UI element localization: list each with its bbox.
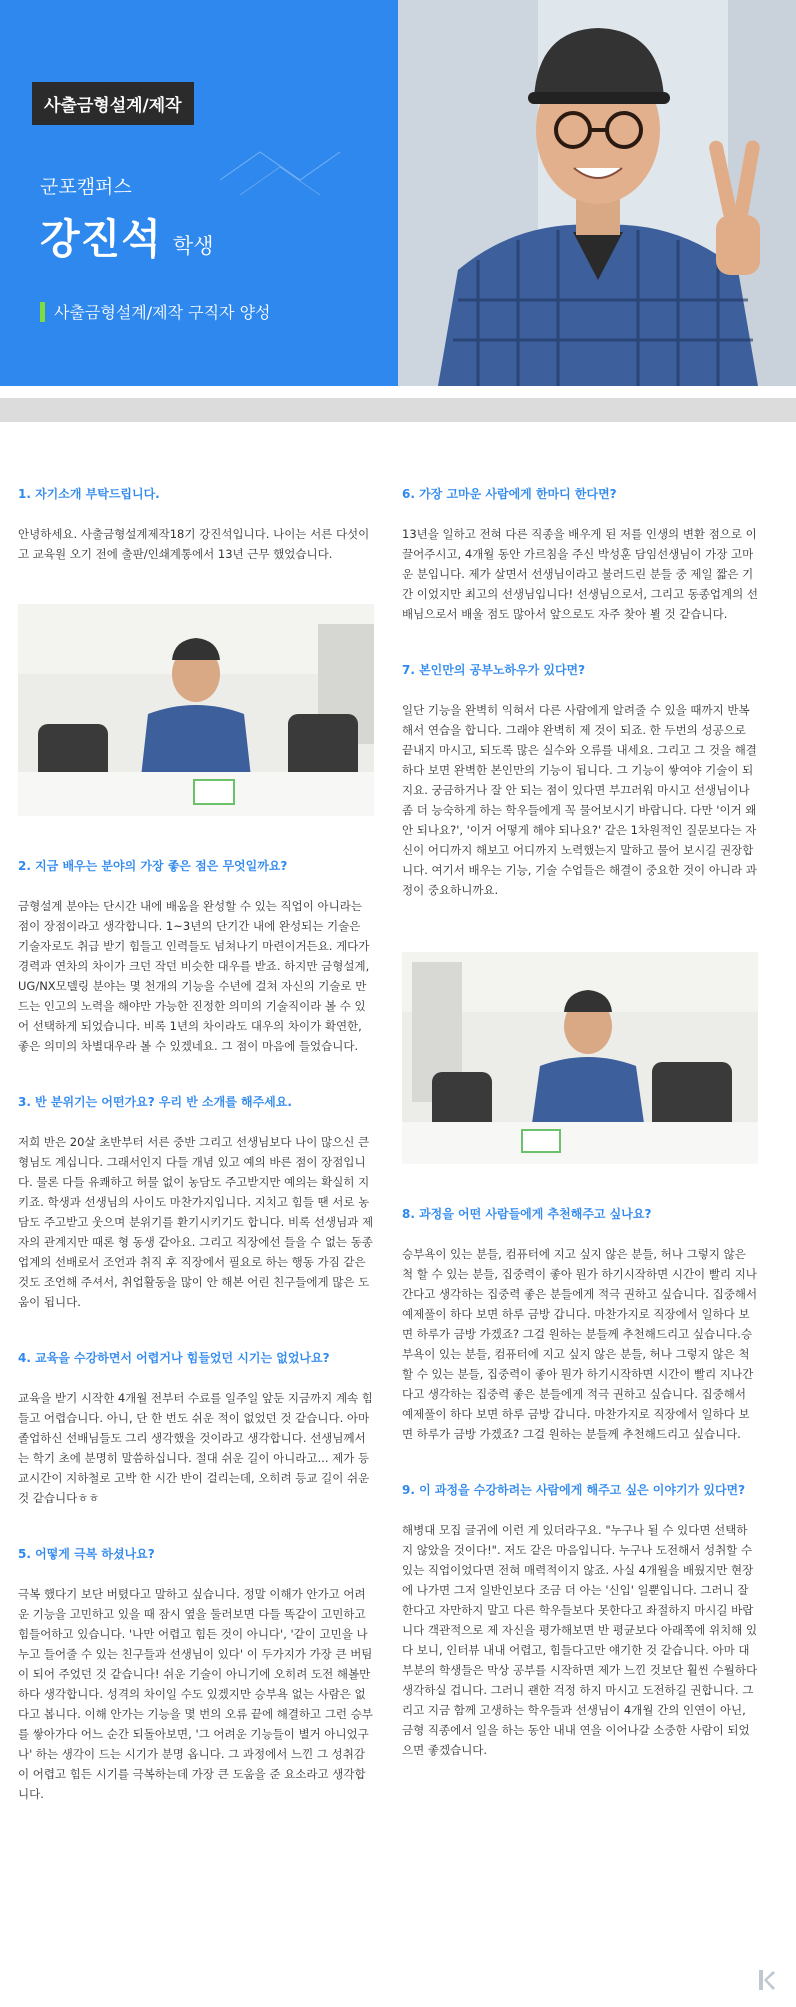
question-9: 9. 이 과정을 수강하려는 사람에게 해주고 싶은 이야기가 있다면? [402,1483,746,1497]
hero-deco-lines [210,140,350,210]
answer-2: 금형설계 분야는 단시간 내에 배움을 완성할 수 있는 직업이 아니라는 점이 장점이라고 생각합니다. 1~3년의 단기간 내에 완성되는 기술은 기술자로도 취급 받기 힘들고 인력들도 넘쳐나기 마련이거든요. 게다가 경력과 연차의 차이가 크던 작던 비슷한 대우를 받죠. 하지만 금형설계, UG/NX모델링 분야는 몇 천개의 기능을 수년에 걸쳐 자신의 기술로 만드는 인고의 노력을 해야만 가능한 진정한 의미의 기술직이라 볼 수 있어 선택하게 되었습니다. 비록 1년의 차이라도 대우의 차이가 확연한, 좋은 의미의 차별대우라 볼 수 있겠네요. 그 점이 마음에 들었습니다. [18,899,370,1053]
divider-band [0,398,796,422]
question-1: 1. 자기소개 부탁드립니다. [18,487,160,501]
question-8: 8. 과정을 어떤 사람들에게 추천해주고 싶나요? [402,1207,652,1221]
brand-logo-icon [758,1969,776,1991]
question-3: 3. 반 분위기는 어떤가요? 우리 반 소개를 해주세요. [18,1095,292,1109]
program-marker [40,302,45,322]
right-column [402,484,758,1796]
interview-photo-1 [18,604,374,816]
student-role: 학생 [172,234,214,258]
question-5: 5. 어떻게 극복 하셨나요? [18,1547,155,1561]
left-column [18,484,374,1840]
student-name-row [40,206,214,265]
question-6: 6. 가장 고마운 사람에게 한마디 한다면? [402,487,617,501]
answer-6: 13년을 일하고 전혀 다른 직종을 배우게 된 저를 인생의 변환 점으로 이끌어주시고, 4개월 동안 가르침을 주신 박성훈 담임선생님이 가장 고마운 분입니다. 제가 살면서 선생님이라고 불러드린 분들 중 제일 짧은 기간 이었지만 최고의 선생님입니다! 선생님으로서, 그리고 동종업계의 선배님으로서 배울 점도 많아서 앞으로도 자주 찾아 뵐 것 같습니다. [402,527,759,621]
answer-1: 안녕하세요. 사출금형설계제작18기 강진석입니다. 나이는 서른 다섯이고 교육원 오기 전에 출판/인쇄계통에서 13년 근무 했었습니다. [18,527,370,561]
question-4: 4. 교육을 수강하면서 어렵거나 힘들었던 시기는 없었나요? [18,1351,330,1365]
answer-4: 교육을 받기 시작한 4개월 전부터 수료를 일주일 앞둔 지금까지 계속 힘들고 어렵습니다. 아니, 단 한 번도 쉬운 적이 없었던 것 같습니다. 아마 졸업하신 선배님들도 그리 생각했을 것이라고 생각합니다. 선생님께서는 학기 초에 분명히 말씀하십니다. 절대 쉬운 길이 아니라고... 제가 등교시간이 지하철로 고박 한 시간 반이 걸리는데, 오히려 등교 길이 쉬운 것 같습니다ㅎㅎ [18,1391,373,1505]
answer-3: 저희 반은 20살 초반부터 서른 중반 그리고 선생님보다 나이 많으신 큰 형님도 계십니다. 그래서인지 다들 개념 있고 예의 바른 점이 장점입니다. 물론 다들 유쾌하고 허물 없이 농담도 주고받지만 예의는 확실히 지키죠. 학생과 선생님의 사이도 마찬가지입니다. 지치고 힘들 땐 서로 농담도 주고받고 웃으며 분위기를 환기시키기도 합니다. 비록 선생님과 제자의 관계지만 때론 형 동생 같아요. 그리고 직장에선 들을 수 없는 동종업계의 선배로서 조언과 취직 후 직장에서 필요로 하는 행동 가짐 같은 것도 조언해 주셔서, 취업활동을 많이 안 해본 어린 친구들에게 많은 도움이 됩니다. [18,1135,374,1309]
answer-8: 승부욕이 있는 분들, 컴퓨터에 지고 싶지 않은 분들, 허나 그렇지 않은 척 할 수 있는 분들, 집중력이 좋아 뭔가 하기시작하면 시간이 빨리 지나간다고 생각하는 집중력 좋은 분들에게 적극 권하고 싶습니다. 집중해서 예제풀이 하다 보면 하루 금방 갑니다. 마찬가지로 직장에서 일하다 보면 하루가 금방 가겠죠? 그걸 원하는 분들께 추천해드리고 싶습니다.승부욕이 있는 분들, 컴퓨터에 지고 싶지 않은 분들, 허나 그렇지 않은 척 할 수 있는 분들, 집중력이 좋아 뭔가 하기시작하면 시간이 빨리 지나간다고 생각하는 집중력 좋은 분들에게 적극 권하고 싶습니다. 집중해서 예제풀이 하다 보면 하루 금방 갑니다. 마찬가지로 직장에서 일하다 보면 하루가 금방 가겠죠? 그걸 원하는 분들께 추천해드리고 싶습니다. [402,1247,758,1441]
answer-7: 일단 기능을 완벽히 익혀서 다른 사람에게 알려줄 수 있을 때까지 반복해서 연습을 합니다. 그래야 완벽히 제 것이 되죠. 한 두번의 성공으로 끝내지 마시고, 되도록 많은 실수와 오류를 내세요. 그리고 그 것을 해결하다 보면 완벽한 본인만의 기능이 됩니다. 그 기능이 쌓여야 기술이 되지요. 궁금하거나 잘 안 되는 점이 있다면 부끄러워 마시고 선생님이나 좀 더 능숙하게 하는 학우들에게 꼭 물어보시기 바랍니다. 다만 '이거 왜 안 되나요?', '이거 어떻게 해야 되나요?' 같은 1차원적인 질문보다는 자신이 어디까지 해보고 어디까지 노력했는지 말하고 물어 보시길 권장합니다. 여기서 배우는 기능, 기술 수업들은 해결이 중요한 것이 아니라 과정이 중요하니까요. [402,703,757,897]
campus-label: 군포캠퍼스 [40,176,132,198]
question-7: 7. 본인만의 공부노하우가 있다면? [402,663,586,677]
program-label [40,300,271,323]
hero-banner [0,0,796,386]
answer-9: 해병대 모집 글귀에 이런 게 있더라구요. "누구나 될 수 있다면 선택하지 않았을 것이다!". 저도 같은 마음입니다. 누구나 도전해서 성취할 수 있는 직업이었다면 전혀 매력적이지 않죠. 사실 4개월을 배웠지만 현장에 나가면 그저 일반인보다 조금 더 아는 '신입' 일뿐입니다. 그러니 잘한다고 자만하지 말고 다른 학우들보다 못한다고 좌절하지 마시길 바랍니다 객관적으로 제 자신을 평가해보면 반 평균보다 아래쪽에 위치해 있다 보니, 인터뷰 내내 어렵고, 힘들다고만 얘기한 것 같습니다. 아마 대부분의 학생들은 막상 공부를 시작하면 제가 느낀 것보단 훨씬 수월하다 생각하실 겁니다. 그러니 괜한 걱정 하지 마시고 도전하길 권합니다. 그리고 지금 함께 고생하는 학우들과 선생님이 4개월 간의 인연이 아닌, 금형 직종에서 일을 하는 동안 내내 연을 이어나갈 소중한 사람이 되었으면 좋겠습니다. [402,1523,758,1757]
interview-photo-2 [402,952,758,1164]
question-2: 2. 지금 배우는 분야의 가장 좋은 점은 무엇일까요? [18,859,288,873]
program-text: 사출금형설계/제작 구직자 양성 [54,303,271,322]
answer-5: 극복 했다기 보단 버텼다고 말하고 싶습니다. 정말 이해가 안가고 어려운 기능을 고민하고 있을 때 잠시 옆을 둘러보면 다들 똑같이 고민하고 힘들어하고 있습니다. '나만 어렵고 힘든 것이 아니다', '같이 고민을 나누고 들어줄 수 있는 친구들과 선생님이 있다' 이 두가지가 가장 큰 버팀이 되어 주었던 것 같습니다! 쉬운 기술이 아니기에 오히려 도전 해볼만하다 생각합니다. 성격의 차이일 수도 있겠지만 승부욕 없는 사람은 없다고 봅니다. 이해 안가는 기능을 몇 번의 오류 끝에 해결하고 그런 승부를 쌓아가다 어느 순간 되돌아보면, '그 어려운 기능들이 별거 아니었구나' 하는 생각이 드는 시기가 분명 옵니다. 그 과정에서 느낀 그 성취감이 어렵고 힘든 시기를 극복하는데 가장 큰 도움을 준 요소라고 생각합니다. [18,1587,373,1801]
student-name: 강진석 [40,215,162,263]
category-badge: 사출금형설계/제작 [32,82,194,125]
portrait-photo [398,0,796,386]
